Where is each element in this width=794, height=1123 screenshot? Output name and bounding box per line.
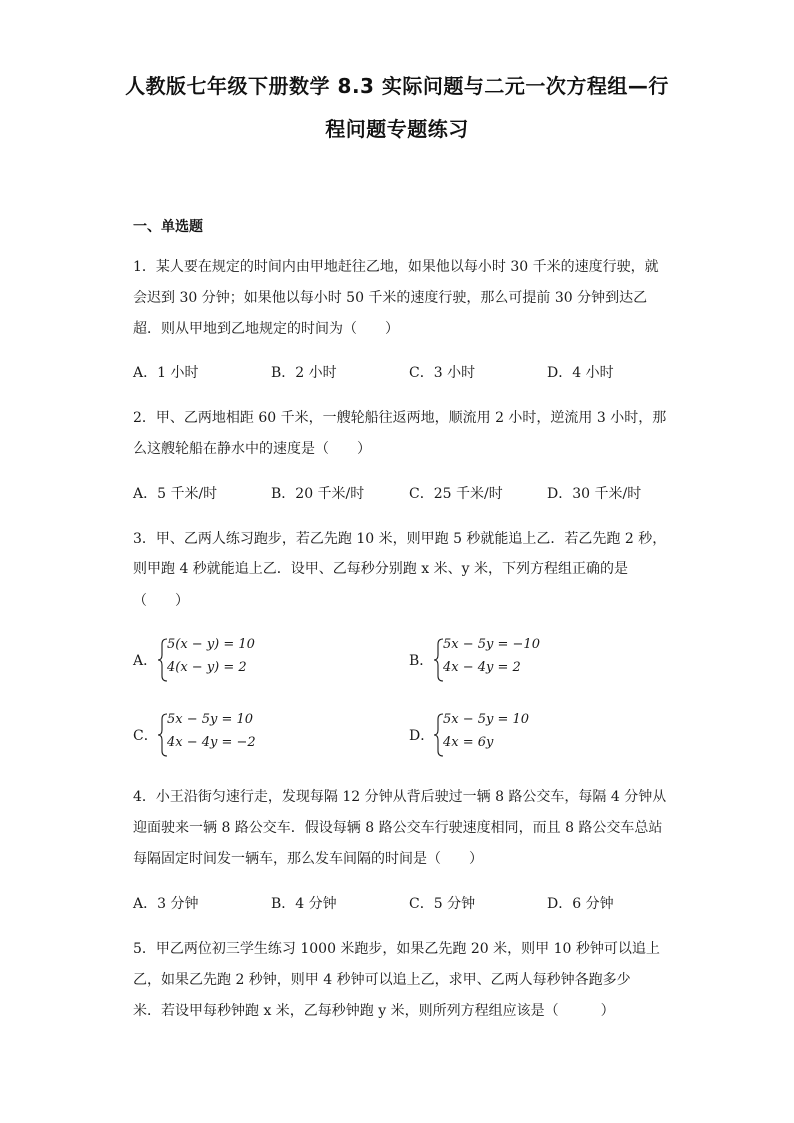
q2-text-line: 2．甲、乙两地相距 60 千米，一艘轮船往返两地，顺流用 2 小时，逆流用 3 小时，那	[133, 410, 667, 426]
q3-text-line: （ ）	[133, 593, 189, 609]
equation-line: 5x − 5y = −10	[443, 637, 540, 652]
q5-text-line: 5．甲乙两位初三学生练习 1000 米跑步，如果乙先跑 20 米，则甲 10 秒钟可以追上	[133, 941, 660, 957]
q1-option-a[interactable]: A．1 小时	[133, 365, 199, 381]
q1-option-b[interactable]: B．2 小时	[271, 365, 337, 381]
q3-option-b[interactable]	[409, 636, 649, 684]
q1-text-line: 超．则从甲地到乙地规定的时间为（ ）	[133, 321, 399, 337]
q5-text-line: 米．若设甲每秒钟跑 x 米，乙每秒钟跑 y 米，则所列方程组应该是（ ）	[133, 1003, 615, 1019]
q1-text-line: 1．某人要在规定的时间内由甲地赶往乙地，如果他以每小时 30 千米的速度行驶，就	[133, 259, 659, 275]
option-letter: D．	[409, 728, 435, 744]
q3-text-line: 则甲跑 4 秒就能追上乙．设甲、乙每秒分别跑 x 米、y 米，下列方程组正确的是	[133, 561, 628, 577]
equation-line: 5(x − y) = 10	[167, 637, 255, 652]
equation-line: 5x − 5y = 10	[443, 712, 530, 727]
section-heading: 一、单选题	[133, 219, 203, 235]
q2-text-line: 么这艘轮船在静水中的速度是（ ）	[133, 441, 371, 457]
document-title-line2: 程问题专题练习	[325, 117, 469, 141]
q2-option-b[interactable]: B．20 千米/时	[271, 486, 365, 502]
option-letter: B．	[409, 653, 434, 669]
option-letter: A．	[133, 653, 158, 669]
q1-option-c[interactable]: C．3 小时	[409, 365, 476, 381]
q4-text-line: 4．小王沿街匀速行走，发现每隔 12 分钟从背后驶过一辆 8 路公交车，每隔 4 分钟从	[133, 789, 667, 805]
q2-option-a[interactable]: A．5 千米/时	[133, 486, 218, 502]
q3-text-line: 3．甲、乙两人练习跑步，若乙先跑 10 米，则甲跑 5 秒就能追上乙．若乙先跑 2 秒，	[133, 531, 667, 547]
equation-line: 5x − 5y = 10	[167, 712, 254, 727]
q2-option-c[interactable]: C．25 千米/时	[409, 486, 503, 502]
equation-line: 4x − 4y = 2	[443, 660, 521, 675]
q4-option-b[interactable]: B．4 分钟	[271, 896, 337, 912]
q4-option-a[interactable]: A．3 分钟	[133, 896, 199, 912]
q4-option-c[interactable]: C．5 分钟	[409, 896, 476, 912]
q3-option-d[interactable]	[409, 711, 649, 759]
q4-option-d[interactable]: D．6 分钟	[547, 896, 614, 912]
q5-text-line: 乙，如果乙先跑 2 秒钟，则甲 4 秒钟可以追上乙，求甲、乙两人每秒钟各跑多少	[133, 972, 631, 988]
equation-line: 4x − 4y = −2	[167, 735, 256, 750]
equation-line: 4(x − y) = 2	[167, 660, 247, 675]
q2-option-d[interactable]: D．30 千米/时	[547, 486, 642, 502]
q3-option-a[interactable]	[133, 636, 373, 684]
q4-text-line: 每隔固定时间发一辆车，那么发车间隔的时间是（ ）	[133, 851, 483, 867]
q1-option-d[interactable]: D．4 小时	[547, 365, 614, 381]
q4-text-line: 迎面驶来一辆 8 路公交车．假设每辆 8 路公交车行驶速度相同，而且 8 路公交车总站	[133, 820, 663, 836]
q3-option-c[interactable]	[133, 711, 373, 759]
q1-text-line: 会迟到 30 分钟；如果他以每小时 50 千米的速度行驶，那么可提前 30 分钟到达乙	[133, 290, 648, 306]
document-title-line1: 人教版七年级下册数学 8.3 实际问题与二元一次方程组—行	[125, 74, 669, 98]
option-letter: C．	[133, 728, 158, 744]
equation-line: 4x = 6y	[443, 735, 494, 750]
